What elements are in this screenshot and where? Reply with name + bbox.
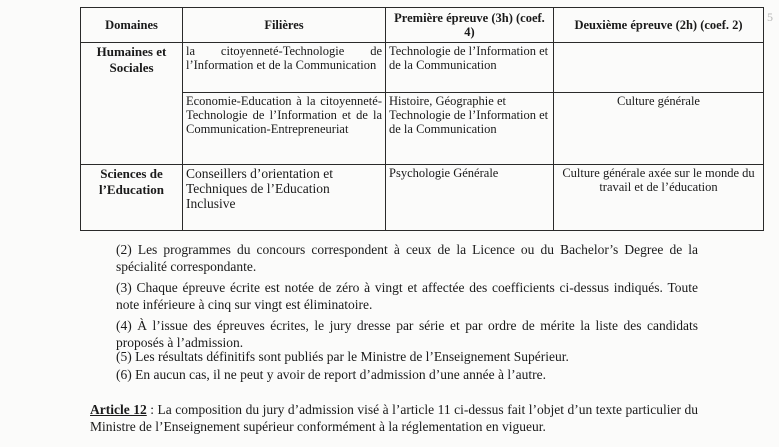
filiere-cell: Economie-Education à la citoyenneté-Technologie de l’Information et de la Communication-Entrepreneuriat [183,93,386,165]
table-header-row [81,8,764,43]
header-filieres: Filières [183,8,386,43]
premiere-epreuve-cell: Technologie de l’Information et de la Communication [386,43,554,93]
header-domaines: Domaines [81,8,183,43]
exam-table [80,7,764,231]
filiere-cell: Conseillers d’orientation et Techniques de l’Education Inclusive [183,165,386,231]
article-label: Article 12 [90,402,147,417]
filiere-cell: la citoyenneté-Technologie de l’Information et de la Communication [183,43,386,93]
domain-cell: Sciences de l’Education [81,165,183,231]
table-row [81,93,764,165]
table-row [81,43,764,93]
premiere-epreuve-cell: Psychologie Générale [386,165,554,231]
table-row [81,165,764,231]
header-premiere-epreuve: Première épreuve (3h) (coef. 4) [386,8,554,43]
paragraph-3-text: (3) Chaque épreuve écrite est notée de zéro à vingt et affectée des coefficients ci-dessus indiqués. Toute note inférieure à cinq sur vingt est éliminatoire. [116,280,698,312]
deuxieme-epreuve-cell [554,43,764,93]
article-text: : La composition du jury d’admission visé à l’article 11 ci-dessus fait l’objet d’un texte particulier du Ministre de l’Enseignement supérieur conformément à la réglementation en vigueur. [90,402,698,434]
paragraph-4-text: (4) À l’issue des épreuves écrites, le jury dresse par série et par ordre de mérite la liste des candidats proposés à l’admission. [116,318,698,350]
paragraph-5-text: (5) Les résultats définitifs sont publiés par le Ministre de l’Enseignement Supérieur. [116,349,569,364]
domain-cell: Humaines et Sociales [81,43,183,165]
paragraph-2-text: (2) Les programmes du concours correspondent à ceux de la Licence ou du Bachelor’s Degree de la spécialité correspondante. [116,242,698,274]
paragraph-6 [90,366,698,383]
paragraph-3 [90,279,698,313]
paragraph-2 [90,241,698,275]
paragraph-5 [90,348,698,365]
header-deuxieme-epreuve: Deuxième épreuve (2h) (coef. 2) [554,8,764,43]
deuxieme-epreuve-cell: Culture générale [554,93,764,165]
paragraph-4 [90,317,698,351]
premiere-epreuve-cell: Histoire, Géographie et Technologie de l’Information et de la Communication [386,93,554,165]
page-number-mark: 5 [767,10,773,24]
article-12 [90,401,698,435]
paragraph-6-text: (6) En aucun cas, il ne peut y avoir de report d’admission d’une année à l’autre. [116,367,546,382]
deuxieme-epreuve-cell: Culture générale axée sur le monde du travail et de l’éducation [554,165,764,231]
